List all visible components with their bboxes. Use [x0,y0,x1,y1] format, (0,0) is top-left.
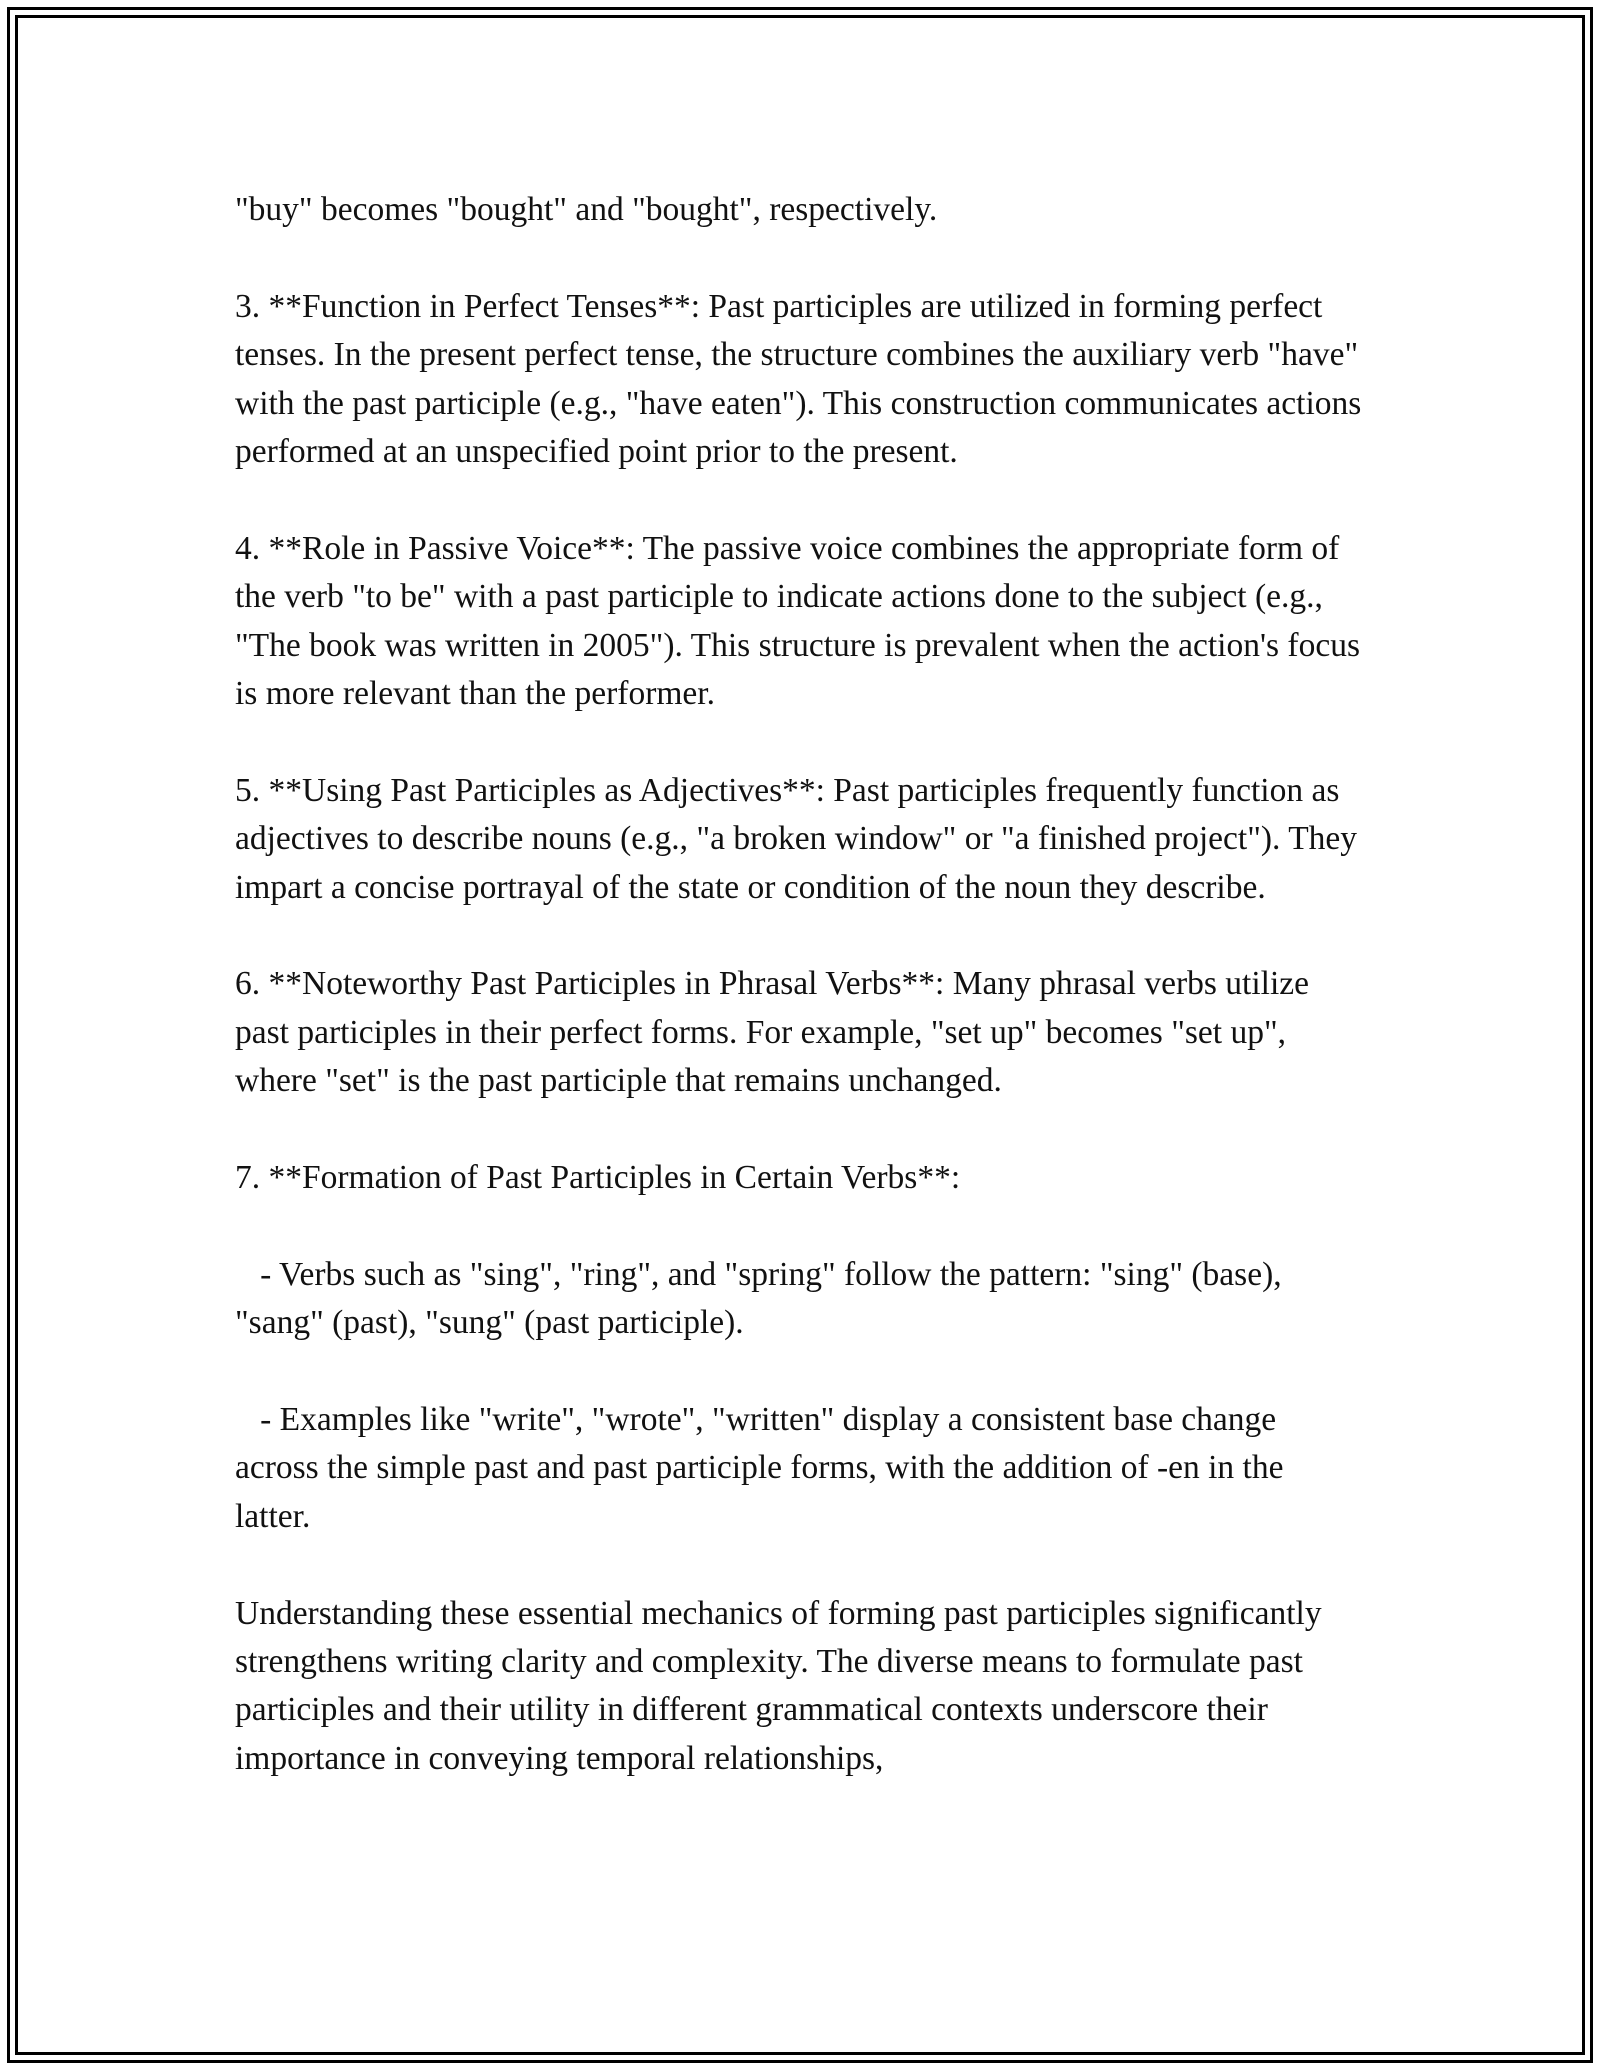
paragraph-conclusion: Understanding these essential mechanics of forming past participles significantly strengthens writing clarity and complexity. The diverse means to formulate past participles and their utility in different grammatical contexts underscore their importance in conveying temporal relationships, [235,1594,1330,1777]
paragraph-sing-pattern: - Verbs such as "sing", "ring", and "spring" follow the pattern: "sing" (base), "sang" (past), "sung" (past participle). [235,1255,1290,1342]
paragraph-passive-voice: 4. **Role in Passive Voice**: The passive voice combines the appropriate form of the verb "to be" with a past participle to indicate actions done to the subject (e.g., "The book was written in 2005"). This structure is prevalent when the action's focus is more relevant than the performer. [235,529,1369,713]
paragraph-phrasal-verbs: 6. **Noteworthy Past Participles in Phrasal Verbs**: Many phrasal verbs utilize past participles in their perfect forms. For example, "set up" becomes "set up", where "set" is the past participle that remains unchanged. [235,965,1318,1100]
paragraph-continuation: "buy" becomes "bought" and "bought", respectively. [235,191,938,228]
document-body [235,186,1370,1783]
paragraph-perfect-tenses: 3. **Function in Perfect Tenses**: Past participles are utilized in forming perfect tenses. In the present perfect tense, the structure combines the auxiliary verb "have" with the past participle (e.g., "have eaten"). This construction communicates actions performed at an unspecified point prior to the present. [235,287,1370,471]
paragraph-formation-heading: 7. **Formation of Past Participles in Certain Verbs**: [235,1159,961,1197]
paragraph-adjectives: 5. **Using Past Participles as Adjectives**: Past participles frequently function as adjectives to describe nouns (e.g., "a broken window" or "a finished project"). They impart a concise portrayal of the state or condition of the noun they describe. [235,771,1366,906]
paragraph-write-pattern: - Examples like "write", "wrote", "written" display a consistent base change across the simple past and past participle forms, with the addition of -en in the latter. [235,1401,1292,1535]
